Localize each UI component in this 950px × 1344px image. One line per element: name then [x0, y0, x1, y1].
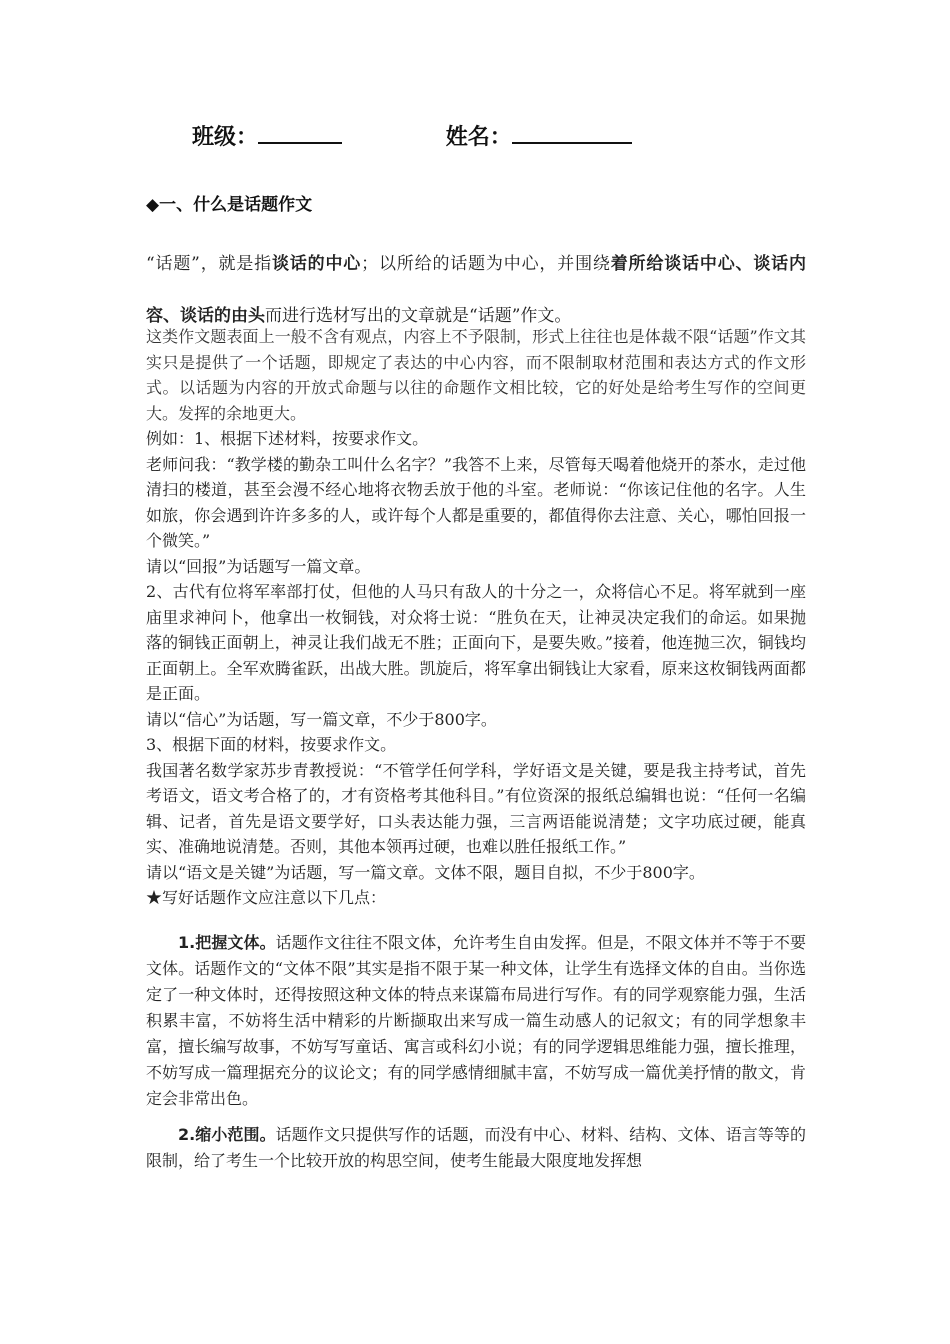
tip-title: 1.把握文体。 [178, 933, 276, 952]
example-3-material: 我国著名数学家苏步青教授说：“不管学任何学科，学好语文是关键，要是我主持考试，首先考语文，语文考合格了的，才有资格考其他科目。”有位资深的报纸总编辑也说：“任何一名编辑、记者，首先是语文要学好，口头表达能力强，三言两语能说清楚；文字功底过硬，能真实、准确地说清楚。否则，其他本领再过硬，也难以胜任报纸工作。” [146, 760, 806, 856]
intro-text-2: ；以所给的话题为中心，并围绕 [361, 254, 611, 274]
tip-item [146, 1122, 806, 1174]
class-label: 班级： [192, 125, 259, 150]
intro-bold-1: 谈话的中心 [272, 254, 362, 274]
example-1-material: 老师问我：“教学楼的勤杂工叫什么名字？”我答不上来，尽管每天喝着他烧开的茶水，走过他清扫的楼道，甚至会漫不经心地将衣物丢放于他的斗室。老师说：“你该记住他的名字。人生如旅，你会遇到许许多多的人，或许每个人都是重要的，都值得你去注意、关心，哪怕回报一个微笑。” [146, 454, 806, 550]
student-info-header [192, 120, 632, 151]
tips-list [146, 930, 806, 1184]
example-2-requirement: 请以“信心”为话题，写一篇文章，不少于800字。 [146, 709, 497, 729]
example-1-heading: 例如：1、根据下述材料，按要求作文。 [146, 429, 429, 448]
example-3-requirement: 请以“语文是关键”为话题，写一篇文章。文体不限，题目自拟，不少于800字。 [146, 862, 705, 882]
tip-title: 2.缩小范围。 [178, 1125, 276, 1144]
class-blank[interactable] [258, 122, 342, 144]
definition-paragraph: 这类作文题表面上一般不含有观点，内容上不予限制，形式上往往也是体裁不限“话题”作文其实只是提供了一个话题，即规定了表达的中心内容，而不限制取材范围和表达方式的作文形式。以话题为内容的开放式命题与以往的命题作文相比较，它的好处是给考生写作的空间更大。发挥的余地更大。 [146, 327, 806, 423]
tip-text: 话题作文只提供写作的话题，而没有中心、材料、结构、文体、语言等等的限制，给了考生一个比较开放的构思空间，使考生能最大限度地发挥想 [146, 1125, 806, 1170]
intro-bold-2: 着所给谈话中心、谈话内容、谈话的由头 [146, 254, 807, 326]
tip-text: 话题作文往往不限文体，允许考生自由发挥。但是，不限文体并不等于不要文体。话题作文的“文体不限”其实是指不限于某一种文体，让学生有选择文体的自由。当你选定了一种文体时，还得按照这种文体的特点来谋篇布局进行写作。有的同学观察能力强，生活积累丰富，不妨将生活中精彩的片断撷取出来写成一篇生动感人的记叙文；有的同学想象丰富，擅长编写故事，不妨写写童话、寓言或科幻小说；有的同学逻辑思维能力强，擅长推理，不妨写成一篇理据充分的议论文；有的同学感情细腻丰富，不妨写成一篇优美抒情的散文，肯定会非常出色。 [146, 933, 806, 1108]
tips-heading: ★写好话题作文应注意以下几点： [146, 888, 387, 907]
name-blank[interactable] [512, 122, 632, 144]
section-title: ◆一、什么是话题作文 [146, 195, 313, 215]
example-1-requirement: 请以“回报”为话题写一篇文章。 [146, 556, 371, 576]
name-label: 姓名： [445, 125, 512, 150]
example-3-heading: 3、根据下面的材料，按要求作文。 [146, 735, 397, 754]
example-2-material: 2、古代有位将军率部打仗，但他的人马只有敌人的十分之一，众将信心不足。将军就到一座庙里求神问卜，他拿出一枚铜钱，对众将士说：“胜负在天，让神灵决定我们的命运。如果抛落的铜钱正面朝上，神灵让我们战无不胜；正面向下，是要失败。”接着，他连抛三次，铜钱均正面朝上。全军欢腾雀跃，出战大胜。凯旋后，将军拿出铜钱让大家看，原来这枚铜钱两面都是正面。 [146, 582, 806, 703]
intro-text-1: “话题”，就是指 [146, 254, 272, 274]
intro-text-3: 而进行选材写出的文章就是“话题”作文。 [265, 306, 572, 326]
tip-item [146, 930, 806, 1112]
examples-block [146, 426, 806, 911]
